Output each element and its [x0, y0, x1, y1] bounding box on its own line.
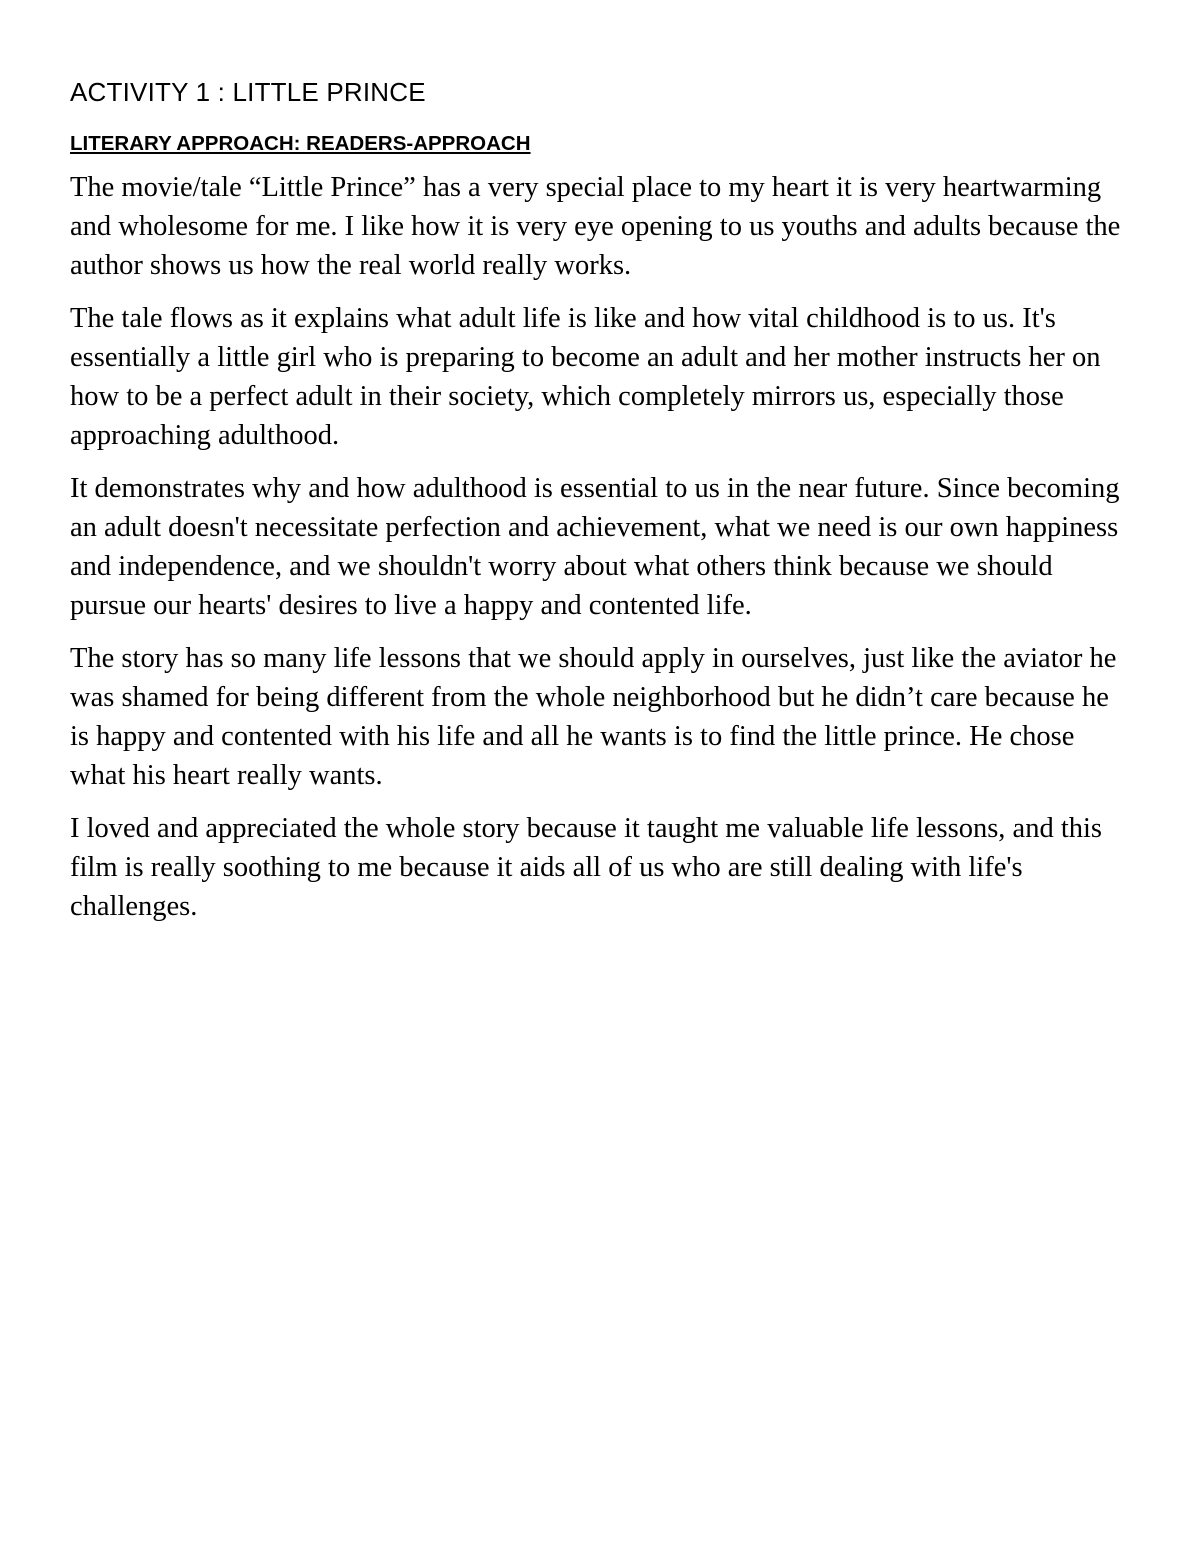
paragraph-3: It demonstrates why and how adulthood is essential to us in the near future. Since becoming an adult doesn't necessitate perfection and achievement, what we need is our own happiness and independence, and we shouldn't worry about what others think because we should pursue our hearts' desires to live a happy and contented life. — [70, 473, 1120, 621]
paragraph-4: The story has so many life lessons that we should apply in ourselves, just like the aviator he was shamed for being different from the whole neighborhood but he didn’t care because he is happy and contented with his life and all he wants is to find the little prince. He chose what his heart really wants. — [70, 643, 1117, 791]
paragraph-2: The tale flows as it explains what adult life is like and how vital childhood is to us. It's essentially a little girl who is preparing to become an adult and her mother instructs her on how to be a perfect adult in their society, which completely mirrors us, especially those approaching adulthood. — [70, 303, 1101, 451]
document-title: ACTIVITY 1 : LITTLE PRINCE — [70, 77, 426, 107]
paragraph-5: I loved and appreciated the whole story because it taught me valuable life lessons, and this film is really soothing to me because it aids all of us who are still dealing with life's challenges. — [70, 813, 1103, 922]
paragraph-1: The movie/tale “Little Prince” has a very special place to my heart it is very heartwarming and wholesome for me. I like how it is very eye opening to us youths and adults because the author shows us how the real world really works. — [70, 172, 1121, 281]
document-body — [70, 74, 1130, 940]
document-subtitle: LITERARY APPROACH: READERS-APPROACH — [70, 132, 531, 155]
